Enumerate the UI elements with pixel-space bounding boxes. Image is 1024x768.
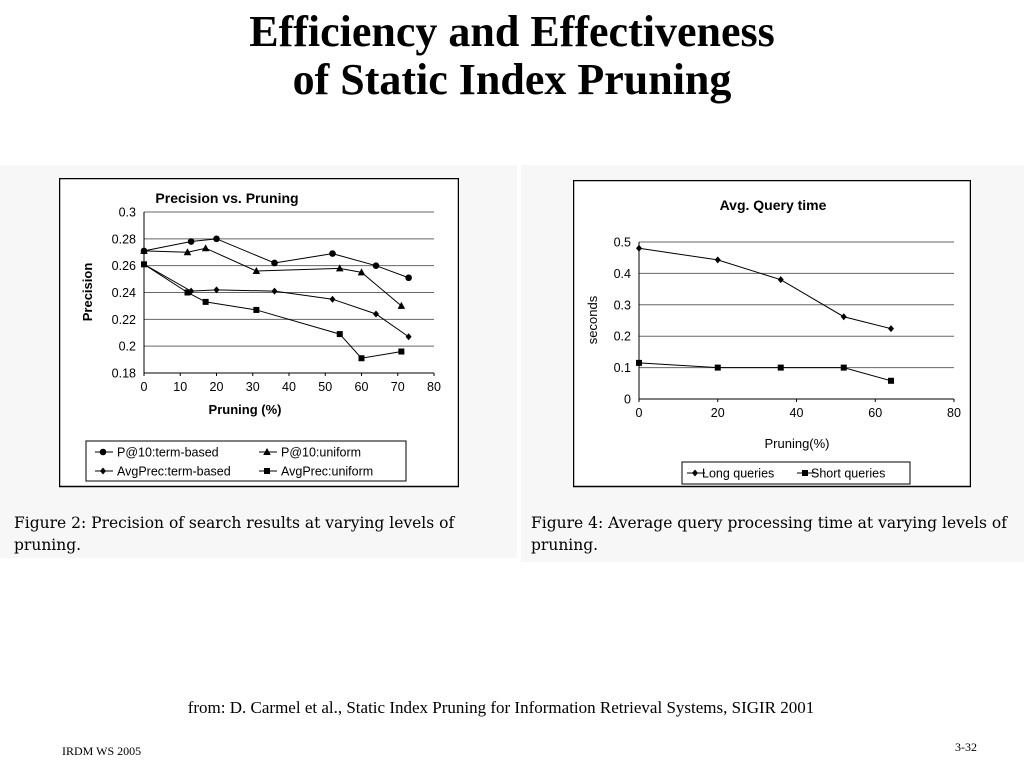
x-tick-label: 80: [947, 406, 961, 420]
query-time-chart-title: Avg. Query time: [719, 197, 827, 213]
data-point: [398, 349, 404, 355]
title-line-1: Efficiency and Effectiveness: [249, 7, 775, 56]
data-point: [141, 261, 147, 267]
legend-label: AvgPrec:uniform: [281, 464, 374, 479]
y-tick-label: 0.2: [118, 339, 136, 354]
data-point: [271, 260, 278, 267]
data-point: [188, 238, 195, 245]
precision-chart-xlabel: Pruning (%): [208, 402, 282, 417]
data-point: [359, 355, 365, 361]
legend-marker: [100, 449, 107, 456]
title-line-2: of Static Index Pruning: [292, 55, 732, 104]
y-tick-label: 0.24: [111, 286, 136, 300]
data-point: [888, 378, 894, 384]
x-tick-label: 70: [390, 380, 405, 394]
y-tick-label: 0.5: [613, 235, 631, 250]
legend-label: P@10:term-based: [117, 445, 219, 460]
y-tick-label: 0.22: [111, 312, 136, 327]
data-point: [373, 262, 380, 269]
precision-chart-ylabel: Precision: [80, 262, 95, 322]
x-tick-label: 40: [789, 406, 804, 420]
right-figure-caption: Figure 4: Average query processing time at varying levels of pruning.: [531, 514, 1007, 554]
data-point: [405, 274, 412, 281]
x-tick-label: 0: [140, 380, 148, 394]
y-tick-label: 0.2: [613, 329, 631, 344]
footer-page-number: 3-32: [955, 740, 977, 754]
x-tick-label: 80: [427, 380, 441, 394]
query-time-chart: [573, 180, 971, 488]
legend-marker: [802, 470, 808, 476]
slide-title: [0, 8, 1024, 104]
legend-label: Short queries: [811, 466, 886, 481]
x-tick-label: 20: [710, 406, 725, 420]
x-tick-label: 10: [173, 380, 188, 394]
y-tick-label: 0.4: [613, 266, 631, 281]
y-tick-label: 0.26: [111, 259, 136, 274]
y-tick-label: 0: [624, 392, 631, 407]
legend-marker: [264, 468, 270, 474]
data-point: [185, 290, 191, 296]
data-point: [329, 250, 336, 257]
data-point: [337, 331, 343, 337]
x-tick-label: 20: [209, 380, 224, 394]
x-tick-label: 60: [354, 380, 369, 394]
y-tick-label: 0.18: [111, 366, 136, 381]
data-point: [203, 299, 209, 305]
x-tick-label: 0: [635, 406, 643, 420]
data-point: [715, 365, 721, 371]
y-tick-label: 0.3: [613, 298, 631, 313]
data-point: [213, 236, 220, 243]
footer-course: IRDM WS 2005: [62, 744, 142, 758]
x-tick-label: 50: [318, 380, 333, 394]
query-time-chart-ylabel: seconds: [585, 295, 600, 345]
data-point: [778, 365, 784, 371]
y-tick-label: 0.3: [118, 205, 136, 220]
y-tick-label: 0.28: [111, 232, 136, 247]
data-point: [253, 307, 259, 313]
citation: from: D. Carmel et al., Static Index Pruning for Information Retrieval Systems, SIGIR 2001: [187, 698, 815, 717]
precision-chart: [59, 178, 459, 488]
legend-label: Long queries: [702, 466, 775, 481]
precision-chart-title: Precision vs. Pruning: [155, 190, 299, 206]
query-time-chart-xlabel: Pruning(%): [764, 436, 830, 451]
legend-label: AvgPrec:term-based: [117, 464, 231, 479]
y-tick-label: 0.1: [613, 361, 631, 376]
x-tick-label: 40: [282, 380, 296, 394]
x-tick-label: 60: [868, 406, 883, 420]
left-figure-caption: Figure 2: Precision of search results at varying levels of pruning.: [14, 514, 455, 554]
data-point: [636, 360, 642, 366]
x-tick-label: 30: [245, 380, 260, 394]
legend-label: P@10:uniform: [281, 445, 362, 460]
data-point: [841, 365, 847, 371]
